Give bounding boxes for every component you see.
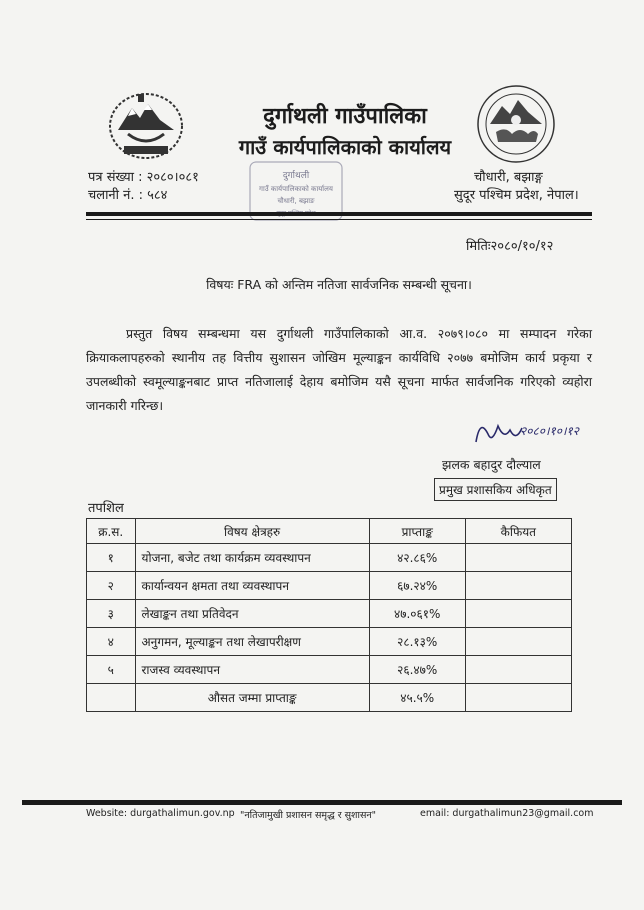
header-divider-thin [86,219,592,220]
table-row [87,544,572,572]
row-area: राजस्व व्यवस्थापन [135,656,369,684]
address-line-2: सुदूर पश्चिम प्रदेश, नेपाल। [454,188,579,203]
header-score: प्राप्ताङ्क [369,519,465,544]
row-remark [465,544,571,572]
notice-body [86,322,592,418]
svg-text:चौधारी, बझाङ: चौधारी, बझाङ [277,197,315,205]
row-score: २८.१३% [369,628,465,656]
letter-date: मितिः२०८०/१०/१२ [466,239,554,254]
table-row [87,628,572,656]
row-remark [465,572,571,600]
row-score: ४२.८६% [369,544,465,572]
row-area: लेखाङ्कन तथा प्रतिवेदन [135,600,369,628]
svg-text:गाउँ कार्यपालिकाको कार्यालय: गाउँ कार्यपालिकाको कार्यालय [259,185,333,193]
row-remark [465,628,571,656]
table-row [87,600,572,628]
footer-website: Website: durgathalimun.gov.np [86,808,235,819]
table-total-row [87,684,572,712]
dispatch-number: चलानी नं. : ५८४ [88,188,168,203]
row-score: ६७.२४% [369,572,465,600]
footer-email: email: durgathalimun23@gmail.com [420,808,594,819]
total-score: ४५.५% [369,684,465,712]
row-area: अनुगमन, मूल्याङ्कन तथा लेखापरीक्षण [135,628,369,656]
row-area: योजना, बजेट तथा कार्यक्रम व्यवस्थापन [135,544,369,572]
row-score: ४७.०६१% [369,600,465,628]
row-sn: ४ [87,628,136,656]
results-table [86,518,572,712]
table-row [87,656,572,684]
municipality-name: दुर्गाथली गाउँपालिका [263,104,427,129]
table-row [87,572,572,600]
header-area: विषय क्षेत्रहरु [135,519,369,544]
table-header-row [87,519,572,544]
subject-line: विषयः FRA को अन्तिम नतिजा सार्वजनिक सम्बन्धी सूचना। [206,277,472,292]
row-remark [465,600,571,628]
header-divider [86,212,592,216]
row-remark [465,656,571,684]
row-sn: २ [87,572,136,600]
row-area: कार्यान्वयन क्षमता तथा व्यवस्थापन [135,572,369,600]
row-sn: ३ [87,600,136,628]
svg-text:दुर्गाथली: दुर्गाथली [282,171,310,181]
nepal-emblem-icon [104,86,188,162]
footer-slogan: "नतिजामुखी प्रशासन समृद्ध र सुशासन" [240,810,377,821]
footer-divider [22,800,622,805]
header-sn: क्र.स. [87,519,136,544]
row-sn: १ [87,544,136,572]
notice-body-text: प्रस्तुत विषय सम्बन्धमा यस दुर्गाथली गाउँपालिकाको आ.व. २०७९।०८० मा सम्पादन गरेका क्रियाकलापहरुको स्थानीय तह वित्तीय सुशासन जोखिम मूल्याङ्कन कार्यविधि २०७७ बमोजिम कार्य प्रकृया र उपलब्धीको स्वमूल्याङ्कनबाट प्राप्त नतिजालाई देहाय बमोजिम यसै सूचना मार्फत सार्वजनिक गरिएको व्यहोरा जानकारी गरिन्छ। [86,326,592,413]
municipality-logo-icon [476,84,556,164]
handwritten-date: २०८०।१०।१२ [520,424,580,438]
address-line-1: चौधारी, बझाङ्ग [474,170,543,185]
signatory-designation: प्रमुख प्रशासकिय अधिकृत [434,478,557,501]
letter-number: पत्र संख्या : २०८०।०८१ [88,170,199,185]
table-caption: तपशिल [88,501,124,516]
row-sn: ५ [87,656,136,684]
row-score: २६.४७% [369,656,465,684]
header-remark: कैफियत [465,519,571,544]
total-label: औसत जम्मा प्राप्ताङ्क [135,684,369,712]
office-name: गाउँ कार्यपालिकाको कार्यालय [238,135,452,159]
signatory-name: झलक बहादुर दौल्याल [442,457,541,472]
